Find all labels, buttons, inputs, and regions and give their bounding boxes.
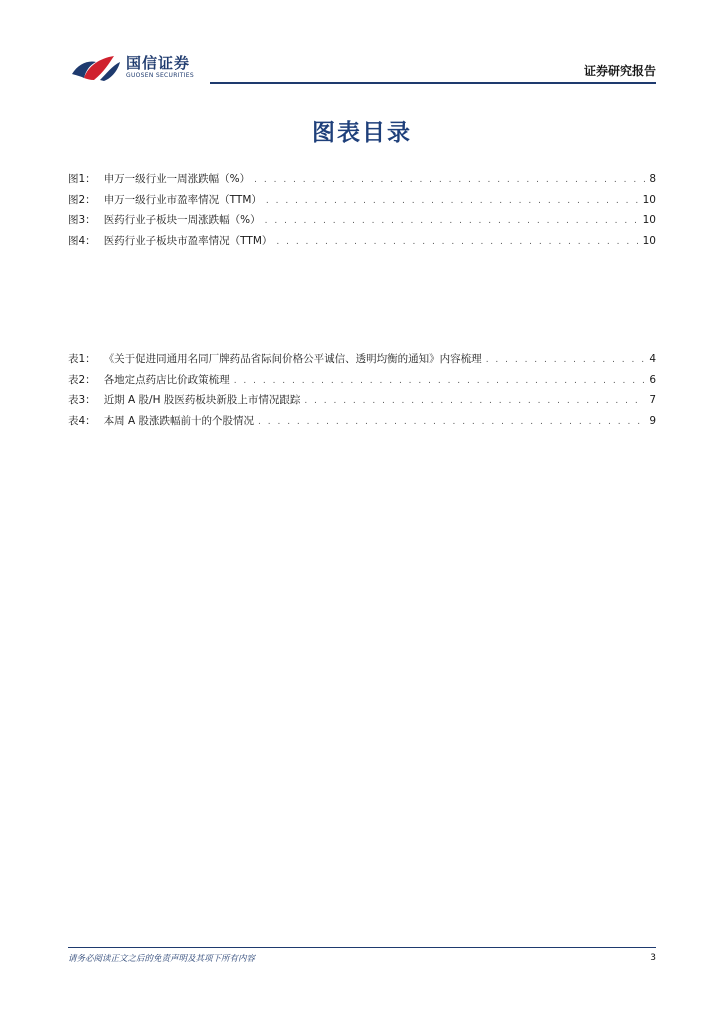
- toc-entry-title: 申万一级行业市盈率情况（TTM）: [103, 193, 262, 206]
- toc-entry-table-1[interactable]: [68, 351, 656, 372]
- footer-disclaimer: 请务必阅读正文之后的免责声明及其项下所有内容: [68, 954, 256, 964]
- toc-entry-table-4[interactable]: [68, 413, 656, 434]
- figure-list: [68, 171, 656, 253]
- toc-entry-figure-3[interactable]: [68, 212, 656, 233]
- toc-entry-figure-4[interactable]: [68, 233, 656, 254]
- guosen-logo-icon: [70, 52, 122, 82]
- toc-dot-leader: [304, 396, 645, 406]
- toc-entry-label: 图4：: [68, 234, 96, 247]
- report-type-label: 证券研究报告: [583, 64, 656, 78]
- toc-dot-leader: [266, 196, 639, 206]
- toc-dot-leader: [265, 216, 639, 226]
- toc-entry-page: 6: [649, 373, 656, 386]
- toc-entry-label: 图1：: [68, 173, 96, 185]
- toc-entry-label: 表4：: [68, 414, 96, 427]
- toc-dot-leader: [258, 417, 645, 427]
- toc-entry-page: 8: [649, 173, 656, 185]
- toc-entry-page: 10: [642, 214, 656, 226]
- company-logo: [70, 50, 210, 84]
- toc-entry-label: 图3：: [68, 214, 96, 226]
- toc-entry-title: 申万一级行业一周涨跌幅（%）: [103, 173, 251, 185]
- toc-entry-title: 近期 A 股/H 股医药板块新股上市情况跟踪: [103, 394, 301, 406]
- toc-entry-table-3[interactable]: [68, 392, 656, 413]
- toc-entry-page: 10: [642, 234, 656, 247]
- toc-dot-leader: [276, 237, 638, 247]
- toc-entry-figure-2[interactable]: [68, 192, 656, 213]
- toc-dot-leader: [486, 355, 646, 365]
- table-list: [68, 351, 656, 433]
- toc-dot-leader: [234, 376, 646, 386]
- page-title: 图表目录: [312, 120, 412, 146]
- toc-entry-table-2[interactable]: [68, 372, 656, 393]
- toc-entry-page: 7: [649, 394, 656, 406]
- logo-english-name: GUOSEN SECURITIES: [126, 72, 195, 79]
- toc-entry-title: 本周 A 股涨跌幅前十的个股情况: [103, 414, 255, 427]
- page-header: [70, 50, 656, 84]
- page-number: 3: [650, 953, 656, 963]
- toc-entry-label: 图2：: [68, 193, 96, 206]
- toc-entry-title: 各地定点药店比价政策梳理: [103, 373, 230, 386]
- logo-chinese-name: 国信证券: [126, 54, 191, 72]
- toc-entry-label: 表2：: [68, 373, 96, 386]
- toc-entry-title: 医药行业子板块市盈率情况（TTM）: [103, 234, 273, 247]
- toc-dot-leader: [254, 175, 645, 185]
- footer-divider: [68, 947, 656, 948]
- toc-entry-label: 表1：: [68, 353, 96, 365]
- header-divider: [210, 82, 656, 84]
- toc-entry-page: 4: [649, 353, 656, 365]
- toc-entry-label: 表3：: [68, 394, 96, 406]
- toc-entry-figure-1[interactable]: [68, 171, 656, 192]
- toc-entry-title: 《关于促进同通用名同厂牌药品省际间价格公平诚信、透明均衡的通知》内容梳理: [103, 353, 482, 365]
- toc-entry-page: 10: [642, 193, 656, 206]
- toc-entry-title: 医药行业子板块一周涨跌幅（%）: [103, 214, 261, 226]
- toc-entry-page: 9: [649, 414, 656, 427]
